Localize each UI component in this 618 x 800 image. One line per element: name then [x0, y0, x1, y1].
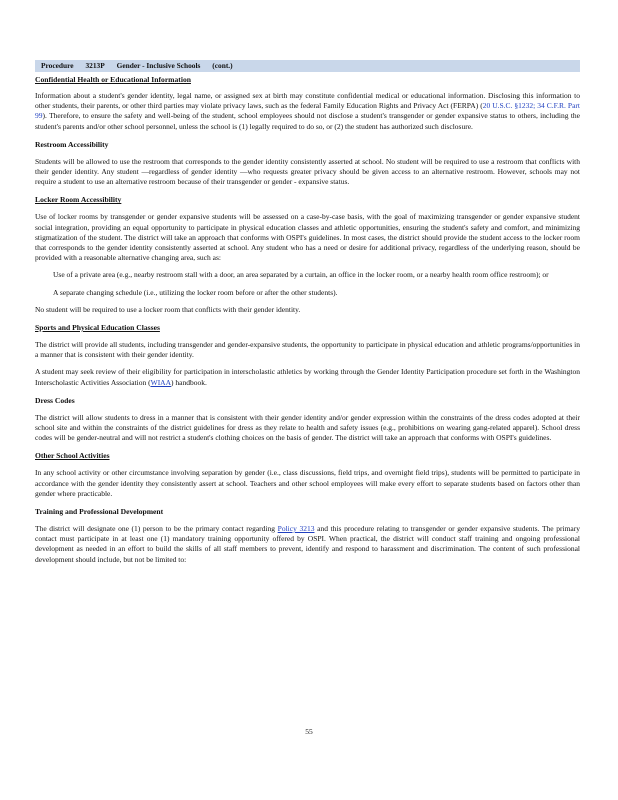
paragraph-other: In any school activity or other circumstance involving separation by gender (i.e., class discussions, field trips, and overnight field trips), students will be permitted to participate in accordance with the gender identity they consistently assert at school. Teachers and other school employees will make every effort to separate students based on factors other than gender where practicable.	[35, 468, 580, 498]
heading-restroom: Restroom Accessibility	[35, 139, 109, 149]
text-run: The district will designate one (1) person to be the primary contact regarding	[35, 524, 278, 534]
paragraph-confidential	[35, 91, 580, 132]
section-sports	[35, 323, 580, 388]
heading-dress: Dress Codes	[35, 395, 75, 405]
paragraph-sports: The district will provide all students, including transgender and gender-expansive students, the opportunity to participate in physical education and athletic programs/opportunities in a manner that is consistent with their gender identity.	[35, 340, 580, 360]
policy-3213-link[interactable]: Policy 3213	[277, 524, 315, 534]
section-other	[35, 451, 580, 499]
heading-confidential: Confidential Health or Educational Information	[35, 75, 191, 84]
wiaa-link[interactable]: WIAA	[150, 377, 172, 387]
text-run: Information about a student's gender identity, legal name, or assigned sex at birth may constitute confidential medical or educational information. Disclosing this information to other students, their parents, or other third parties may violate privacy laws, such as the federal Family Education Rights and Privacy Act (FERPA) (	[35, 91, 580, 111]
heading-sports: Sports and Physical Education Classes	[35, 323, 160, 333]
paragraph-restroom: Students will be allowed to use the restroom that corresponds to the gender identity consistently asserted at school. No student will be required to use a restroom that conflicts with their gender identity. Any student —regardless of gender identity —who requests greater privacy should be given access to an alternative restroom. However, schools may not require a student to use an alternative restroom because of their transgender or gender - expansive status.	[35, 156, 580, 187]
section-restroom	[35, 140, 580, 188]
bullet-marker-icon	[35, 270, 53, 280]
list-item-text: Use of a private area (e.g., nearby restroom stall with a door, an area separated by a curtain, an office in the locker room, or a nearby health room office restroom); or	[53, 270, 549, 280]
paragraph-sports-2	[35, 367, 580, 387]
text-run: ). Therefore, to ensure the safety and well-being of the student, school employees should not disclose a student's transgender or gender expansive status to others, including the student's parents and/or other school personnel, unless the school is (1) legally required to do so, or (2) the student has authorized such disclosure.	[35, 111, 580, 131]
text-run: A student may seek review of their eligibility for participation in interscholastic athletics by working through the Gender Identity Participation procedure set forth in the Washington Interscholastic Activities Association (	[35, 367, 580, 387]
paragraph-locker-2: No student will be required to use a locker room that conflicts with their gender identity.	[35, 304, 301, 314]
procedure-number: 3213P	[85, 61, 105, 70]
list-item	[35, 270, 580, 280]
paragraph-dress: The district will allow students to dress in a manner that is consistent with their gender identity and/or gender expression within the constraints of the dress codes adopted at their school site and within the constraints of the district guidelines for dress as they relate to health and safety issues (e.g., prohibitions on wearing gang-related apparel). School dress codes will be gender-neutral and will not restrict a student's clothing choices on the basis of gender. The district will take an approach that conforms with OSPI's guidelines.	[35, 412, 580, 443]
text-run: ) handbook.	[171, 377, 207, 387]
heading-locker: Locker Room Accessibility	[35, 195, 122, 205]
text-run: and this procedure relating to transgender or gender expansive students. The primary contact must participate in at least one (1) mandatory training opportunity offered by OSPI. When practical, the district will conduct staff training and ongoing professional development as needed in an effort to build the skills of all staff members to prevent, identify and respond to harassment and discrimination. The content of such professional development should include, but not be limited to:	[35, 524, 580, 564]
procedure-label: Procedure	[41, 61, 74, 70]
heading-other: Other School Activities	[35, 451, 110, 461]
paragraph-training	[35, 524, 580, 565]
heading-training: Training and Professional Development	[35, 507, 164, 517]
document-page	[35, 60, 580, 565]
paragraph-locker: Use of locker rooms by transgender or gender expansive students will be assessed on a case-by-case basis, with the goal of maximizing transgender or gender expansive student social integration, providing an equal opportunity to participate in physical education classes and athletic opportunities, ensuring the student's safety and comfort, and minimizing stigmatization of the student. The district will take an approach that conforms with OSPI's guidelines. In most cases, the district should provide the student access to the locker room that corresponds to the gender identity consistently asserted at school. Any student who has a need or desire for additional privacy, regardless of the underlying reason, should be provided with a reasonable alternative changing area, such as:	[35, 212, 580, 263]
list-item	[35, 288, 580, 298]
section-locker	[35, 195, 580, 315]
page-number: 55	[305, 727, 313, 736]
section-confidential	[35, 75, 580, 132]
procedure-title: Gender - Inclusive Schools	[116, 61, 201, 70]
ferpa-citation-link[interactable]: 20 U.S.C. §1232; 34 C.F.R. Part 99	[35, 101, 580, 121]
list-item-text: A separate changing schedule (i.e., utilizing the locker room before or after the other students).	[53, 287, 338, 297]
procedure-cont: (cont.)	[212, 61, 233, 70]
procedure-header	[35, 60, 580, 72]
bullet-marker-icon	[35, 288, 53, 298]
section-training	[35, 507, 580, 565]
section-dress	[35, 396, 580, 444]
